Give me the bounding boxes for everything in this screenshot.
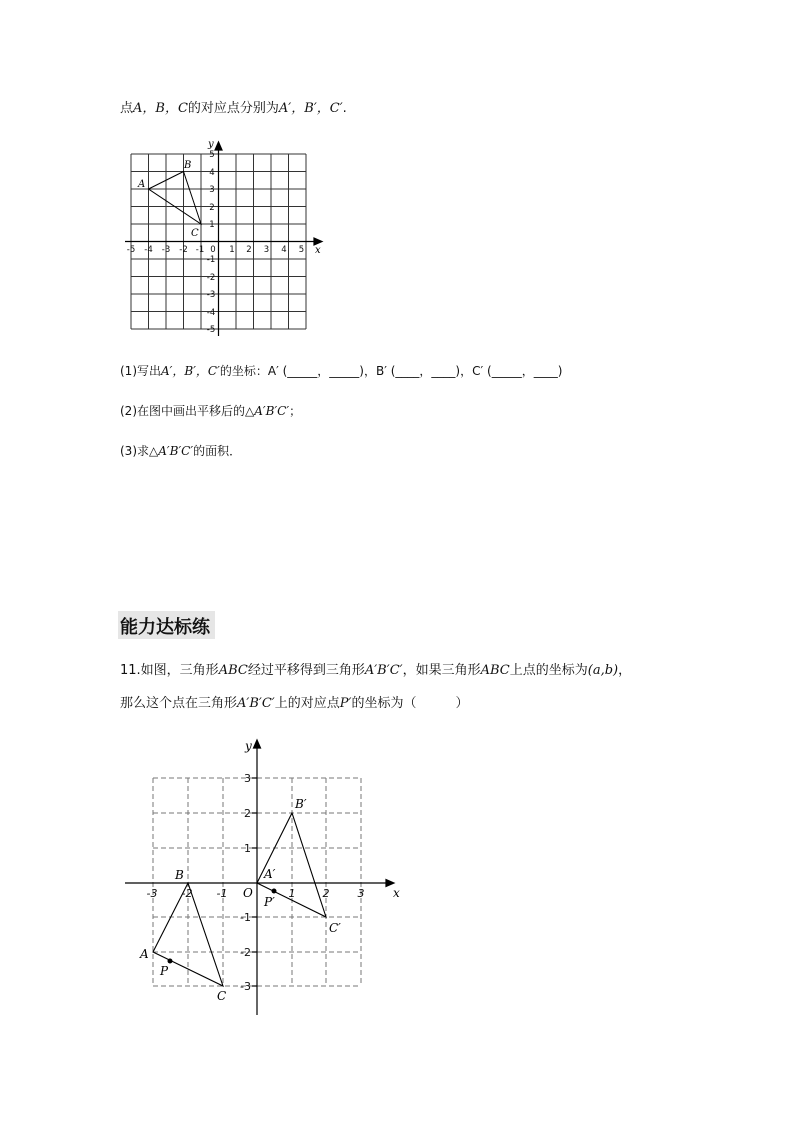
x-tick: -1 bbox=[216, 887, 228, 900]
x-tick: 3 bbox=[357, 887, 365, 900]
q11-line2 bbox=[120, 692, 469, 711]
x-tick: 4 bbox=[281, 245, 287, 255]
q11-line2-mid: 上的对应点 bbox=[274, 696, 340, 711]
q10-triangle-abc bbox=[149, 172, 202, 225]
q10-intro-mid: 的对应点分别为 bbox=[187, 101, 279, 116]
q10-part2 bbox=[120, 402, 301, 419]
q11-label-p: P bbox=[160, 964, 169, 978]
q10-part3-tri: A′B′C′ bbox=[158, 444, 194, 458]
q10-x-ticks bbox=[127, 245, 304, 255]
q10-intro-end: . bbox=[342, 101, 347, 116]
q11-label-c2: C′ bbox=[329, 921, 341, 935]
q10-label-c: C bbox=[191, 228, 199, 239]
y-tick: 3 bbox=[244, 772, 251, 785]
q10-x-axis-label: x bbox=[315, 245, 321, 256]
q10-part1-mid: 的坐标： bbox=[219, 364, 268, 378]
x-tick: 3 bbox=[263, 245, 270, 255]
q10-part1-prefix: (1)写出 bbox=[120, 364, 161, 378]
y-tick: 5 bbox=[209, 150, 215, 160]
q11-point-p bbox=[168, 959, 173, 964]
q10-label-a: A bbox=[138, 179, 146, 190]
q11-comma: ， bbox=[618, 663, 632, 678]
q11-coord: (a,b) bbox=[587, 663, 619, 678]
q11-line1-prefix: 11.如图，三角形 bbox=[120, 663, 219, 678]
q10-part2-tri: A′B′C′ bbox=[254, 404, 290, 418]
y-tick: -3 bbox=[206, 290, 216, 300]
q10-grid-figure bbox=[120, 138, 340, 338]
y-tick: 2 bbox=[244, 807, 251, 820]
q10-intro-points: A，B，C bbox=[133, 101, 188, 116]
x-tick: 1 bbox=[288, 887, 296, 900]
q11-label-p2: P′ bbox=[264, 895, 275, 909]
x-tick: 5 bbox=[298, 245, 305, 255]
x-tick: 0 bbox=[210, 245, 216, 255]
y-tick: -2 bbox=[206, 273, 216, 283]
q11-line1 bbox=[120, 659, 631, 678]
q10-y-ticks bbox=[207, 150, 215, 335]
section-heading-text: 能力达标练 bbox=[120, 617, 210, 638]
q10-intro-prefix: 点 bbox=[120, 101, 134, 116]
q11-abc3: ABC bbox=[480, 663, 510, 678]
x-tick: 2 bbox=[246, 245, 252, 255]
q11-line2-prefix: 那么这个点在三角形 bbox=[120, 696, 238, 711]
x-tick: 2 bbox=[322, 887, 330, 900]
q10-part2-prefix: (2)在图中画出平移后的△ bbox=[120, 404, 255, 418]
q10-part3-prefix: (3)求△ bbox=[120, 444, 159, 458]
q11-abc: ABC bbox=[218, 663, 248, 678]
q10-intro bbox=[120, 97, 347, 116]
q10-part1-points: A′，B′，C′ bbox=[161, 364, 220, 378]
x-tick: -1 bbox=[195, 245, 205, 255]
x-tick: -2 bbox=[181, 887, 193, 900]
x-tick: -4 bbox=[144, 245, 153, 255]
q10-part2-end: ； bbox=[289, 404, 302, 418]
q10-intro-images: A′，B′，C′ bbox=[278, 101, 343, 116]
y-tick: -1 bbox=[206, 255, 216, 265]
y-tick: -3 bbox=[240, 980, 251, 993]
q11-label-a: A bbox=[140, 947, 149, 961]
q11-line2-end: 的坐标为（ ） bbox=[351, 696, 469, 711]
y-tick: -4 bbox=[206, 308, 216, 318]
q11-line2-tri: A′B′C′ bbox=[237, 696, 275, 711]
x-tick: 1 bbox=[229, 245, 235, 255]
q11-line1-mid2: ，如果三角形 bbox=[402, 663, 481, 678]
y-tick: 4 bbox=[209, 168, 215, 178]
x-tick: -3 bbox=[161, 245, 171, 255]
q10-label-b: B bbox=[184, 160, 192, 171]
q11-origin-label: O bbox=[243, 886, 253, 900]
q11-x-axis-label: x bbox=[393, 886, 400, 900]
q10-y-axis-label: y bbox=[208, 139, 214, 150]
y-tick: -1 bbox=[240, 911, 251, 924]
q10-part1 bbox=[120, 362, 562, 379]
q11-graph bbox=[120, 735, 410, 1020]
q11-abc2: A′B′C′ bbox=[364, 663, 403, 678]
q11-label-b2: B′ bbox=[295, 797, 307, 811]
y-tick: -2 bbox=[240, 946, 251, 959]
x-tick: -5 bbox=[126, 245, 136, 255]
y-tick: 1 bbox=[244, 842, 251, 855]
y-tick: 2 bbox=[209, 203, 215, 213]
section-heading bbox=[118, 611, 215, 639]
x-tick: -2 bbox=[179, 245, 188, 255]
q11-label-a2: A′ bbox=[264, 867, 276, 881]
q11-label-b: B bbox=[175, 868, 184, 882]
q11-point-p2 bbox=[272, 889, 277, 894]
q10-part3 bbox=[120, 442, 241, 459]
y-tick: -5 bbox=[206, 325, 216, 335]
y-tick: 1 bbox=[209, 220, 215, 230]
q11-line1-end: 上点的坐标为 bbox=[509, 663, 588, 678]
q11-y-axis-label: y bbox=[245, 739, 252, 753]
q11-label-c: C bbox=[217, 989, 227, 1003]
x-tick: -3 bbox=[146, 887, 158, 900]
y-tick: 3 bbox=[209, 185, 215, 195]
q10-part1-blanks: A′ (_____，_____)，B′ (____，____)，C′ (_____，____) bbox=[267, 364, 563, 378]
q11-line2-p: P′ bbox=[339, 696, 352, 711]
q10-part3-end: 的面积． bbox=[193, 444, 242, 458]
q11-line1-mid: 经过平移得到三角形 bbox=[247, 663, 365, 678]
q11-x-ticks bbox=[147, 887, 365, 900]
